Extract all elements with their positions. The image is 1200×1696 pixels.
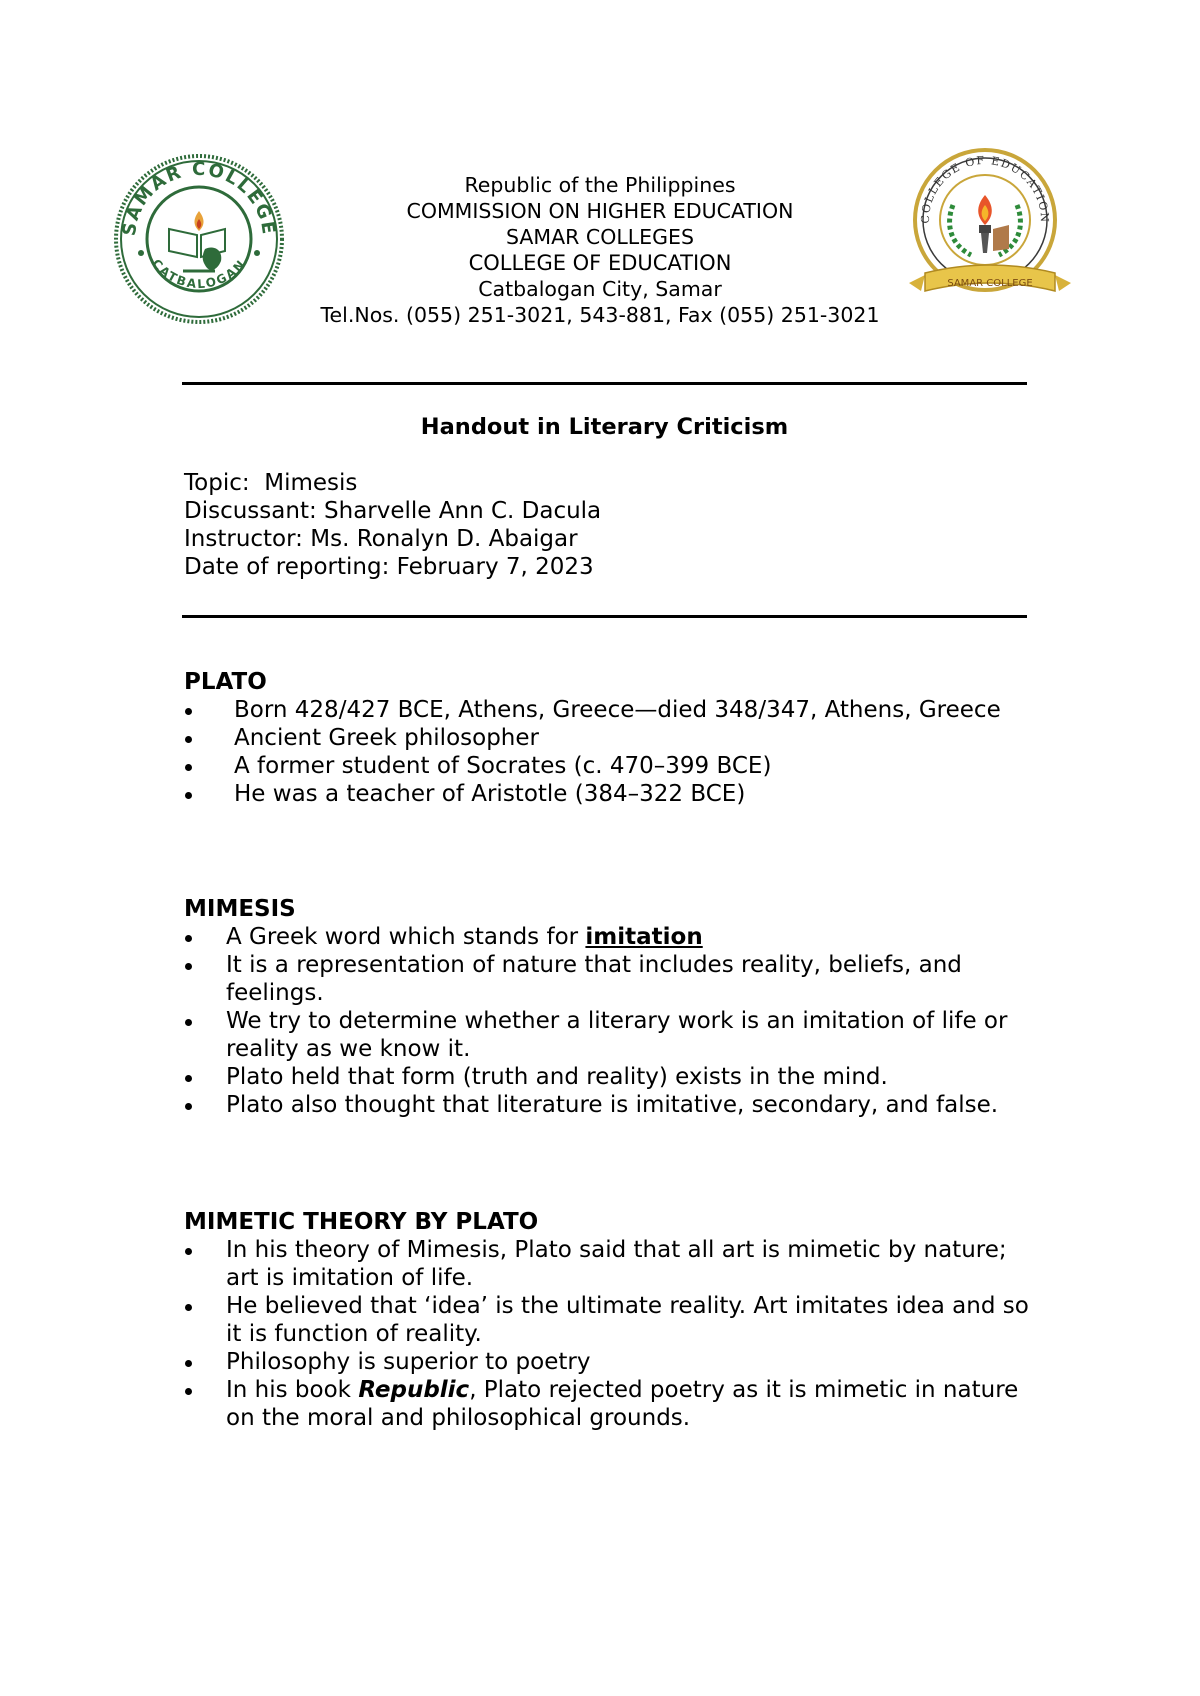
svg-text:COLLEGE OF EDUCATION: COLLEGE OF EDUCATION (918, 153, 1052, 224)
meta-discussant: Discussant: Sharvelle Ann C. Dacula (184, 498, 602, 524)
list-item: Plato also thought that literature is imitative, secondary, and false. (184, 1091, 1034, 1119)
section-heading: MIMESIS (184, 896, 296, 922)
mimetic-list (184, 1236, 1034, 1432)
institution-header (290, 172, 910, 328)
samar-college-seal-logo (113, 153, 285, 325)
section-plato (184, 668, 1034, 808)
mimesis-list (184, 923, 1034, 1119)
ribbon-text: SAMAR COLLEGE (947, 278, 1033, 289)
meta-topic: Topic: Mimesis (184, 470, 358, 496)
list-item (184, 923, 1034, 951)
list-item: He was a teacher of Aristotle (384–322 BCE) (184, 780, 1034, 808)
header-samar-colleges: SAMAR COLLEGES (506, 225, 694, 249)
header-contact: Tel.Nos. (055) 251-3021, 543-881, Fax (055) 251-3021 (320, 303, 880, 327)
list-item: It is a representation of nature that includes reality, beliefs, and feelings. (184, 951, 1034, 1007)
header-republic: Republic of the Philippines (464, 173, 736, 197)
list-item-text: In his book (226, 1377, 359, 1403)
list-item: He believed that ‘idea’ is the ultimate reality. Art imitates idea and so it is function of reality. (184, 1292, 1034, 1348)
header-commission: COMMISSION ON HIGHER EDUCATION (406, 199, 794, 223)
list-item-text: Born 428/427 BCE, Athens, Greece—died 348/347, Athens, Greece (234, 697, 1001, 723)
meta-date: Date of reporting: February 7, 2023 (184, 554, 594, 580)
section-mimetic-theory (184, 1208, 1034, 1432)
list-item-text: , Plato rejected poetry as it is mimetic in nature on the moral and philosophical grounds. (226, 1377, 1019, 1431)
list-item: In his theory of Mimesis, Plato said that all art is mimetic by nature; art is imitation of life. (184, 1236, 1034, 1292)
header-city: Catbalogan City, Samar (478, 277, 722, 301)
list-item: Plato held that form (truth and reality) exists in the mind. (184, 1063, 1034, 1091)
plato-list (184, 696, 1034, 808)
section-mimesis (184, 895, 1034, 1119)
list-item (184, 1376, 1034, 1432)
header-divider (182, 382, 1027, 385)
list-item: A former student of Socrates (c. 470–399 BCE) (184, 752, 1034, 780)
emphasis-republic: Republic (358, 1377, 470, 1403)
header-college-of-education: COLLEGE OF EDUCATION (468, 251, 732, 275)
svg-text:SAMAR COLLEGE: SAMAR COLLEGE (118, 158, 280, 238)
handout-meta (184, 469, 601, 581)
handout-title: Handout in Literary Criticism (420, 414, 789, 440)
emphasis-imitation: imitation (585, 924, 703, 950)
section-heading: MIMETIC THEORY BY PLATO (184, 1209, 539, 1235)
list-item: Ancient Greek philosopher (184, 724, 1034, 752)
meta-divider (182, 615, 1027, 618)
list-item: Philosophy is superior to poetry (184, 1348, 1034, 1376)
college-of-education-seal-logo (905, 145, 1075, 320)
list-item (184, 696, 1034, 724)
list-item: We try to determine whether a literary work is an imitation of life or reality as we know it. (184, 1007, 1034, 1063)
list-item-text: A Greek word which stands for (226, 924, 586, 950)
section-heading: PLATO (184, 669, 267, 695)
svg-text:CATBALOGAN: CATBALOGAN (149, 256, 249, 292)
meta-instructor: Instructor: Ms. Ronalyn D. Abaigar (184, 526, 578, 552)
